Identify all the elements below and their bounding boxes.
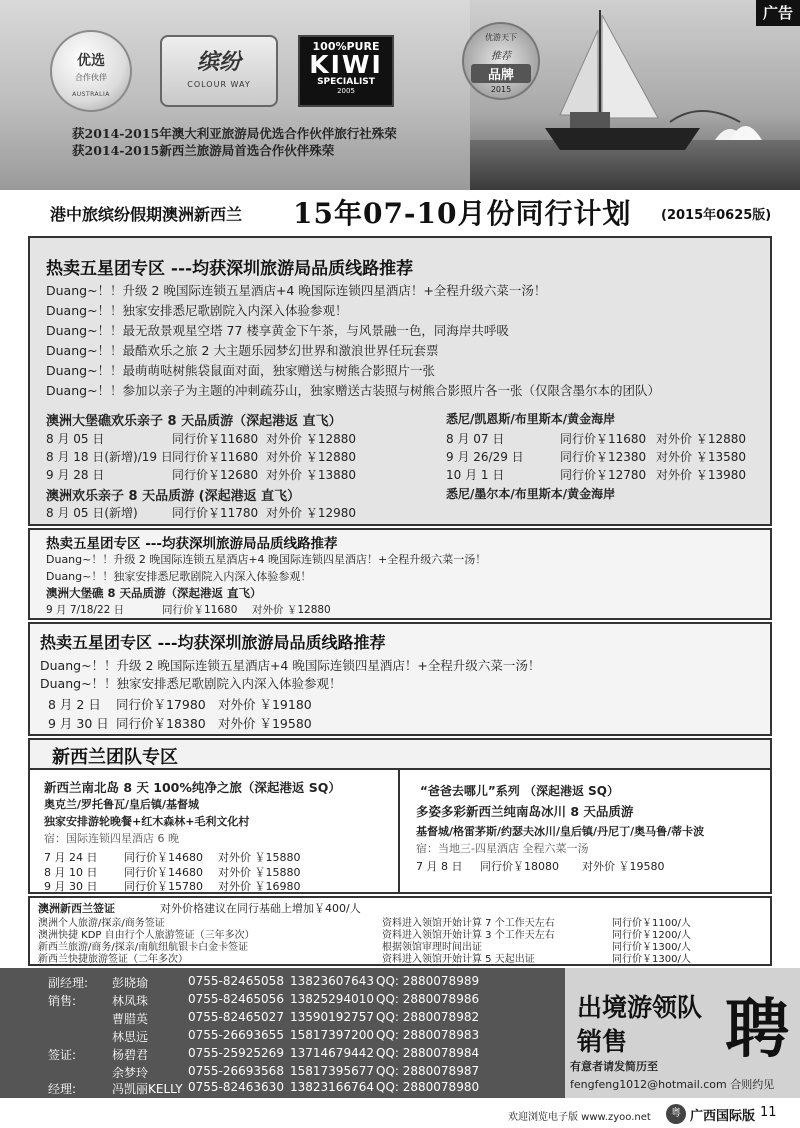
logo-text: AUSTRALIA bbox=[72, 91, 110, 98]
contact-phone: 0755-26693655 bbox=[188, 1028, 284, 1042]
section-title: 热卖五星团专区 ---均获深圳旅游局品质线路推荐 bbox=[46, 536, 338, 552]
seal-text: 推荐 bbox=[491, 51, 511, 62]
highlight-line: Duang~！！最无敌景观星空塔 77 楼享黄金下午茶，与风景融一色，同海岸共呼吸 bbox=[46, 323, 509, 338]
contact-name: 林凤珠 bbox=[112, 994, 149, 1008]
peer-price-cell: 同行价￥17980 bbox=[116, 697, 206, 712]
publisher-logo-icon: 粤 bbox=[666, 1104, 686, 1124]
highlight-line: Duang~！！升级 2 晚国际连锁五星酒店+4 晚国际连锁四星酒店！+全程升级六菜一汤！ bbox=[40, 658, 541, 673]
peer-price-cell: 同行价￥18080 bbox=[480, 860, 559, 873]
visa-type: 澳洲个人旅游/探亲/商务签证 bbox=[38, 918, 165, 929]
public-price-cell: 对外价 ￥13980 bbox=[656, 468, 746, 482]
public-price-cell: 对外价 ￥16980 bbox=[218, 880, 301, 893]
peer-price-cell: 同行价￥11680 bbox=[172, 432, 259, 446]
logo-text: 合作伙伴 bbox=[75, 73, 107, 82]
logo-text: KIWI bbox=[309, 50, 383, 79]
section-title: 新西兰团队专区 bbox=[52, 747, 178, 768]
hot-five-star-section-3 bbox=[28, 622, 772, 736]
highlight-line: Duang~！！参加以亲子为主题的冲刺疏芬山，独家赠送古装照与树熊合影照片各一张（仅限含墨尔本的团队） bbox=[46, 383, 661, 398]
visa-process: 根据领馆审理时间出证 bbox=[382, 942, 482, 953]
route-label: 奥克兰/罗托鲁瓦/皇后镇/基督城 bbox=[44, 798, 200, 811]
route-label: 悉尼/凯恩斯/布里斯本/黄金海岸 bbox=[446, 412, 616, 426]
public-price-cell: 对外价 ￥12980 bbox=[266, 506, 356, 520]
public-price-cell: 对外价 ￥12880 bbox=[252, 604, 331, 616]
version-label: (2015年0625版) bbox=[661, 208, 772, 223]
contact-row bbox=[0, 1028, 565, 1044]
peer-price-cell: 同行价￥12680 bbox=[172, 468, 259, 482]
contact-qq: QQ: 2880078982 bbox=[376, 1010, 480, 1024]
contact-name: 余梦玲 bbox=[112, 1066, 149, 1080]
highlight-line: Duang~！！独家安排悉尼歌剧院入内深入体验参观！ bbox=[46, 570, 312, 583]
visa-note: 对外价格建议在同行基础上增加￥400/人 bbox=[160, 902, 361, 915]
peer-price-cell: 同行价￥11680 bbox=[560, 432, 647, 446]
hotel-line: 宿：国际连锁四星酒店 6 晚 bbox=[44, 832, 179, 845]
nz-left-tour bbox=[30, 770, 400, 892]
hiring-title: 出境游领队 bbox=[577, 993, 703, 1022]
public-price-cell: 对外价 ￥13880 bbox=[266, 468, 356, 482]
date-cell: 7 月 8 日 bbox=[416, 860, 463, 873]
public-price-cell: 对外价 ￥12880 bbox=[266, 432, 356, 446]
contact-mobile: 13714679442 bbox=[290, 1046, 374, 1060]
header-banner bbox=[0, 0, 800, 190]
visa-price: 同行价￥1200/人 bbox=[612, 930, 691, 941]
contact-role: 签证: bbox=[48, 1048, 77, 1062]
date-cell: 8 月 05 日(新增) bbox=[46, 506, 138, 520]
contact-phone: 0755-82465056 bbox=[188, 992, 284, 1006]
section-title: 澳洲新西兰签证 bbox=[38, 902, 115, 915]
ad-tag: 广告 bbox=[756, 0, 800, 26]
peer-price-cell: 同行价￥14680 bbox=[124, 866, 203, 879]
contact-phone: 0755-25925269 bbox=[188, 1046, 284, 1060]
contact-qq: QQ: 2880078980 bbox=[376, 1080, 480, 1094]
public-price-cell: 对外价 ￥19580 bbox=[218, 716, 312, 731]
contacts-panel bbox=[0, 968, 565, 1098]
contact-name: 林思远 bbox=[112, 1030, 149, 1044]
logo-text: 100%PURE bbox=[312, 40, 380, 53]
date-cell: 9 月 30 日 bbox=[44, 880, 98, 893]
logo-text: SPECIALIST bbox=[317, 77, 375, 87]
visa-process: 资料进入领馆开始计算 7 个工作天左右 bbox=[382, 918, 555, 929]
contact-row bbox=[0, 974, 565, 990]
hiring-panel bbox=[565, 968, 800, 1098]
contact-phone: 0755-82465027 bbox=[188, 1010, 284, 1024]
award-line: 获2014-2015新西兰旅游局首选合作伙伴殊荣 bbox=[72, 143, 335, 158]
public-price-cell: 对外价 ￥19180 bbox=[218, 697, 312, 712]
contact-row bbox=[0, 1080, 565, 1096]
public-price-cell: 对外价 ￥12880 bbox=[266, 450, 356, 464]
contact-phone: 0755-82465058 bbox=[188, 974, 284, 988]
visa-section bbox=[28, 896, 772, 966]
date-cell: 8 月 2 日 bbox=[48, 697, 101, 712]
highlight-line: Duang~！！最酷欢乐之旅 2 大主题乐园梦幻世界和激浪世界任玩套票 bbox=[46, 343, 439, 358]
visa-price: 同行价￥1300/人 bbox=[612, 942, 691, 953]
contact-qq: QQ: 2880078987 bbox=[376, 1064, 480, 1078]
public-price-cell: 对外价 ￥19580 bbox=[582, 860, 665, 873]
hotel-line: 宿：当地三-四星酒店 全程六菜一汤 bbox=[416, 842, 589, 855]
visa-process: 资料进入领馆开始计算 3 个工作天左右 bbox=[382, 930, 555, 941]
section-title: 热卖五星团专区 ---均获深圳旅游局品质线路推荐 bbox=[46, 259, 414, 279]
page-number: 11 bbox=[760, 1105, 777, 1120]
highlight-line: Duang~！！最萌萌哒树熊袋鼠面对面，独家赠送与树熊合影照片一张 bbox=[46, 363, 436, 378]
edition-label: 广西国际版 bbox=[690, 1109, 756, 1124]
contact-name: 冯凯丽KELLY bbox=[112, 1082, 183, 1096]
date-cell: 7 月 24 日 bbox=[44, 851, 98, 864]
hot-five-star-section-1 bbox=[28, 236, 772, 526]
visa-type: 澳洲快捷 KDP 自由行个人旅游签证（三年多次） bbox=[38, 930, 255, 941]
date-cell: 9 月 30 日 bbox=[48, 716, 109, 731]
highlight-line: Duang~！！升级 2 晚国际连锁五星酒店+4 晚国际连锁四星酒店！+全程升级六菜一汤！ bbox=[46, 553, 487, 566]
contact-mobile: 13825294010 bbox=[290, 992, 374, 1006]
contact-qq: QQ: 2880078986 bbox=[376, 992, 480, 1006]
visa-process: 资料进入领馆开始计算 5 天起出证 bbox=[382, 954, 535, 965]
contact-mobile: 15817395677 bbox=[290, 1064, 374, 1078]
peer-price-cell: 同行价￥12380 bbox=[560, 450, 647, 464]
peer-price-cell: 同行价￥12780 bbox=[560, 468, 647, 482]
website-link[interactable]: 欢迎浏览电子版 www.zyoo.net bbox=[508, 1112, 651, 1123]
hiring-instruction: 有意者请发简历至 bbox=[570, 1060, 658, 1073]
nz-right-tour bbox=[402, 770, 770, 892]
nz-section-body bbox=[28, 768, 772, 894]
title-bar bbox=[0, 190, 800, 234]
sailboat-image bbox=[540, 0, 770, 190]
date-cell: 9 月 26/29 日 bbox=[446, 450, 524, 464]
company-title: 港中旅缤纷假期澳洲新西兰 bbox=[50, 205, 243, 224]
date-cell: 10 月 1 日 bbox=[446, 468, 505, 482]
date-cell: 8 月 18 日(新增)/19 日 bbox=[46, 450, 173, 464]
date-cell: 8 月 10 日 bbox=[44, 866, 98, 879]
section-title: 热卖五星团专区 ---均获深圳旅游局品质线路推荐 bbox=[40, 633, 386, 652]
contact-phone: 0755-26693568 bbox=[188, 1064, 284, 1078]
logo-text: 缤纷 bbox=[196, 50, 241, 75]
hiring-title: 销售 bbox=[577, 1027, 628, 1056]
series-label: “爸爸去哪儿”系列 （深起港返 SQ） bbox=[420, 784, 619, 798]
contact-qq: QQ: 2880078989 bbox=[376, 974, 480, 988]
page-footer bbox=[0, 1100, 800, 1128]
contact-row bbox=[0, 1046, 565, 1062]
feature-line: 独家安排游轮晚餐+红木森林+毛利文化村 bbox=[44, 815, 250, 828]
hot-five-star-section-2 bbox=[28, 528, 772, 620]
seal-text: 优游天下 bbox=[485, 33, 517, 42]
peer-price-cell: 同行价￥18380 bbox=[116, 716, 206, 731]
contact-row bbox=[0, 992, 565, 1008]
visa-type: 新西兰快捷旅游签证（二年多次） bbox=[38, 954, 188, 965]
peer-price-cell: 同行价￥11680 bbox=[162, 604, 238, 616]
contact-role: 销售: bbox=[48, 994, 77, 1008]
seal-text: 2015 bbox=[490, 85, 512, 94]
contact-row bbox=[0, 1064, 565, 1080]
page-title: 15年07-10月份同行计划 bbox=[293, 197, 632, 230]
contact-qq: QQ: 2880078983 bbox=[376, 1028, 480, 1042]
tourism-australia-logo bbox=[50, 30, 132, 112]
public-price-cell: 对外价 ￥15880 bbox=[218, 851, 301, 864]
contact-role: 经理: bbox=[48, 1082, 77, 1096]
highlight-line: Duang~！！独家安排悉尼歌剧院入内深入体验参观！ bbox=[40, 676, 342, 691]
colour-way-logo bbox=[160, 35, 278, 107]
peer-price-cell: 同行价￥11680 bbox=[172, 450, 259, 464]
contact-mobile: 13590192757 bbox=[290, 1010, 374, 1024]
tour-name: 新西兰南北岛 8 天 100%纯净之旅（深起港返 SQ） bbox=[44, 780, 341, 795]
date-cell: 9 月 7/18/22 日 bbox=[46, 604, 125, 616]
kiwi-specialist-logo bbox=[298, 35, 394, 107]
date-cell: 8 月 05 日 bbox=[46, 432, 105, 446]
date-cell: 9 月 28 日 bbox=[46, 468, 105, 482]
nz-section-header bbox=[28, 738, 772, 768]
highlight-line: Duang~！！独家安排悉尼歌剧院入内深入体验参观！ bbox=[46, 303, 348, 318]
visa-price: 同行价￥1300/人 bbox=[612, 954, 691, 965]
visa-type: 新西兰旅游/商务/探亲/南航纽航银卡白金卡签证 bbox=[38, 942, 249, 953]
tour-name: 多姿多彩新西兰纯南岛冰川 8 天品质游 bbox=[416, 804, 634, 819]
contact-mobile: 13823607643 bbox=[290, 974, 374, 988]
date-cell: 8 月 07 日 bbox=[446, 432, 505, 446]
tour-name: 澳洲大堡礁 8 天品质游（深起港返 直飞） bbox=[46, 586, 262, 600]
visa-price: 同行价￥1100/人 bbox=[612, 918, 691, 929]
contact-mobile: 15817397200 bbox=[290, 1028, 374, 1042]
public-price-cell: 对外价 ￥13580 bbox=[656, 450, 746, 464]
tour-name: 澳洲欢乐亲子 8 天品质游 (深起港返 直飞） bbox=[46, 489, 301, 504]
route-label: 悉尼/墨尔本/布里斯本/黄金海岸 bbox=[446, 487, 616, 501]
contact-name: 曹腊英 bbox=[112, 1012, 149, 1026]
hiring-email: fengfeng1012@hotmail.com 合则约见 bbox=[570, 1078, 775, 1091]
contact-row bbox=[0, 1010, 565, 1026]
contact-mobile: 13823166764 bbox=[290, 1080, 374, 1094]
logo-text: COLOUR WAY bbox=[187, 80, 251, 89]
public-price-cell: 对外价 ￥15880 bbox=[218, 866, 301, 879]
logo-text: 2005 bbox=[337, 87, 355, 95]
highlight-line: Duang~！！升级 2 晚国际连锁五星酒店+4 晚国际连锁四星酒店！+全程升级六菜一汤！ bbox=[46, 283, 547, 298]
seal-text: 品牌 bbox=[471, 64, 531, 83]
peer-price-cell: 同行价￥15780 bbox=[124, 880, 203, 893]
public-price-cell: 对外价 ￥12880 bbox=[656, 432, 746, 446]
contact-qq: QQ: 2880078984 bbox=[376, 1046, 480, 1060]
peer-price-cell: 同行价￥11780 bbox=[172, 506, 259, 520]
contact-role: 副经理: bbox=[48, 976, 89, 990]
route-label: 基督城/格雷茅斯/约瑟夫冰川/皇后镇/丹尼丁/奥马鲁/蒂卡波 bbox=[416, 825, 705, 838]
peer-price-cell: 同行价￥14680 bbox=[124, 851, 203, 864]
brand-seal-icon bbox=[462, 22, 540, 100]
logo-text: 优选 bbox=[77, 53, 105, 69]
award-line: 获2014-2015年澳大利亚旅游局优选合作伙伴旅行社殊荣 bbox=[72, 126, 397, 141]
tour-name: 澳洲大堡礁欢乐亲子 8 天品质游（深起港返 直飞） bbox=[46, 414, 342, 429]
contact-phone: 0755-82463630 bbox=[188, 1080, 284, 1094]
hiring-big-char: 聘 bbox=[725, 992, 789, 1067]
contact-name: 杨碧君 bbox=[112, 1048, 149, 1062]
contact-name: 彭晓瑜 bbox=[112, 976, 149, 990]
